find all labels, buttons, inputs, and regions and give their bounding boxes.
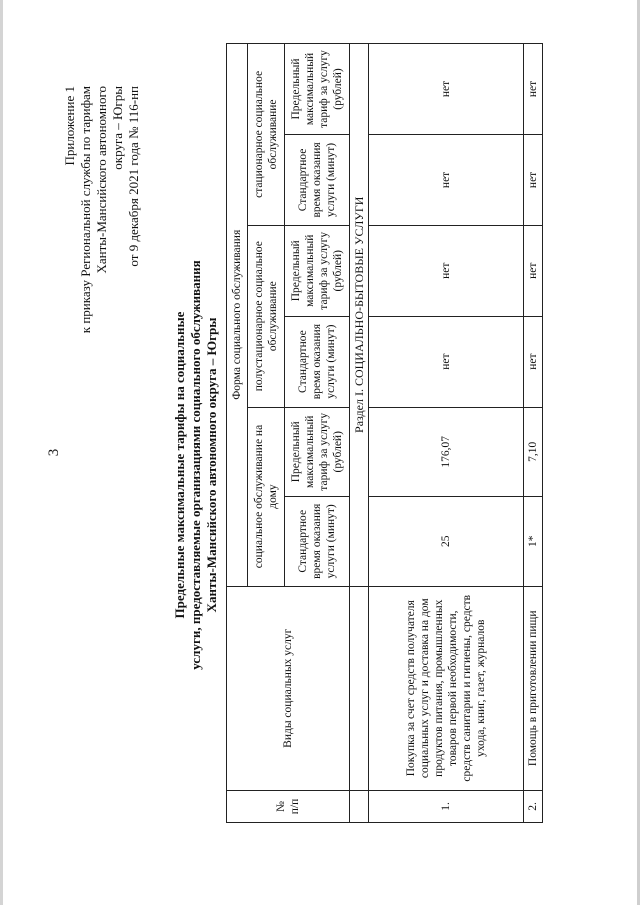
title-line: Ханты-Мансийского автономного округа – Югры: [204, 317, 219, 613]
appendix-line: Приложение 1: [62, 86, 77, 166]
document-title: [172, 165, 220, 765]
row-semi-time: нет: [524, 316, 543, 407]
row-semi-tariff: нет: [369, 225, 524, 316]
row-stat-time: нет: [369, 135, 524, 226]
section-title: Раздел I. СОЦИАЛЬНО-БЫТОВЫЕ УСЛУГИ: [350, 44, 369, 587]
tariffs-table: [226, 43, 543, 823]
page-number: 3: [46, 448, 62, 457]
header-home: социальное обслуживание на дому: [248, 407, 285, 586]
appendix-line: Ханты-Мансийского автономного: [94, 86, 109, 274]
row-semi-tariff: нет: [524, 225, 543, 316]
appendix-line: к приказу Региональной службы по тарифам: [78, 86, 93, 334]
header-service-types: Виды социальных услуг: [227, 586, 350, 790]
header-std-time: Стандартное время оказания услуги (минут): [285, 135, 350, 226]
row-stat-tariff: нет: [524, 44, 543, 135]
row-service-name: Помощь в приготовлении пищи: [524, 586, 543, 790]
header-stationary: стационарное социальное обслуживание: [248, 44, 285, 226]
table-row: [524, 44, 543, 823]
header-std-time: Стандартное время оказания услуги (минут): [285, 497, 350, 587]
row-num: 1.: [369, 790, 524, 822]
appendix-line: округа – Югры: [110, 86, 125, 170]
header-max-tariff: Предельный максимальный тариф за услугу (рублей): [285, 44, 350, 135]
section-name-cell: [350, 586, 369, 790]
appendix-line: от 9 декабря 2021 года № 116-нп: [126, 86, 141, 267]
row-stat-tariff: нет: [369, 44, 524, 135]
row-home-time: 1*: [524, 497, 543, 587]
row-stat-time: нет: [524, 135, 543, 226]
appendix-note: [62, 86, 142, 333]
row-semi-time: нет: [369, 316, 524, 407]
row-home-tariff: 7,10: [524, 407, 543, 497]
row-num: 2.: [524, 790, 543, 822]
header-std-time: Стандартное время оказания услуги (минут): [285, 316, 350, 407]
header-semi-stationary: полустационарное социальное обслуживание: [248, 225, 285, 407]
header-max-tariff: Предельный максимальный тариф за услугу (рублей): [285, 225, 350, 316]
header-num: № п/п: [227, 790, 350, 822]
row-home-time: 25: [369, 497, 524, 587]
title-line: Предельные максимальные тарифы на социальные: [172, 311, 187, 619]
section-num-cell: [350, 790, 369, 822]
row-service-name: Покупка за счет средств получателя социальных услуг и доставка на дом продуктов питания, промышленных товаров первой необходимости, средств санитарии и гигиены, средств ухода, книг, газет, журналов: [369, 586, 524, 790]
table-row: [369, 44, 524, 823]
header-form: Форма социального обслуживания: [227, 44, 248, 587]
title-line: услуги, предоставляемые организациями социального обслуживания: [188, 260, 203, 670]
header-max-tariff: Предельный максимальный тариф за услугу (рублей): [285, 407, 350, 497]
row-home-tariff: 176,07: [369, 407, 524, 497]
